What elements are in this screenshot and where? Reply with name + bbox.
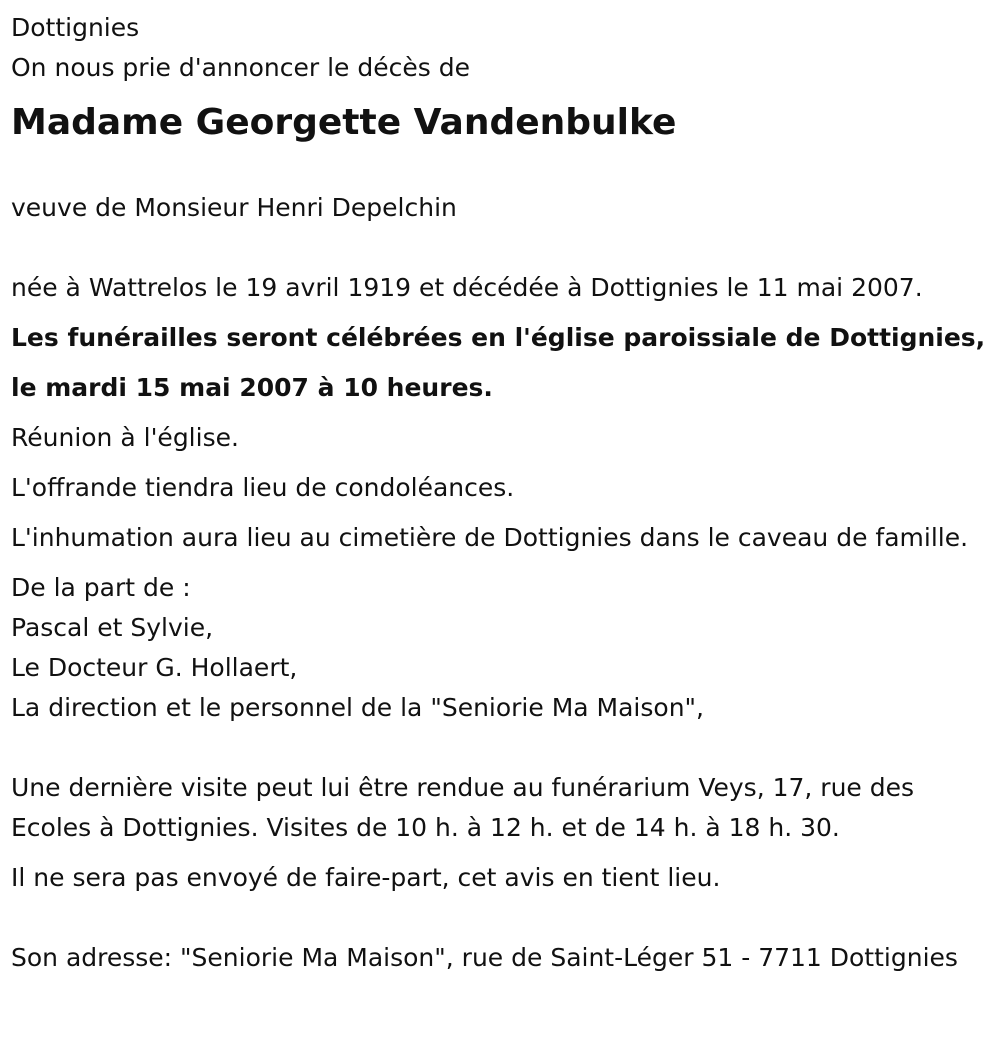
family-member: La direction et le personnel de la "Seniorie Ma Maison", xyxy=(11,693,704,722)
place-label: Dottignies xyxy=(11,13,140,42)
no-card-text: Il ne sera pas envoyé de faire-part, cet avis en tient lieu. xyxy=(11,863,721,892)
spouse-line: veuve de Monsieur Henri Depelchin xyxy=(11,193,457,222)
deceased-name: Madame Georgette Vandenbulke xyxy=(11,102,677,143)
from-label: De la part de : xyxy=(11,573,191,602)
spacer xyxy=(11,508,990,518)
spacer xyxy=(11,228,990,268)
funeral-line-1: Les funérailles seront célébrées en l'église paroissiale de Dottignies, xyxy=(11,323,986,352)
funeral-line-2: le mardi 15 mai 2007 à 10 heures. xyxy=(11,373,493,402)
spacer xyxy=(11,558,990,568)
spacer xyxy=(11,458,990,468)
spacer xyxy=(11,728,990,768)
spacer xyxy=(11,88,990,98)
spacer xyxy=(11,408,990,418)
address-text: Son adresse: "Seniorie Ma Maison", rue de Saint-Léger 51 - 7711 Dottignies xyxy=(11,943,958,972)
burial-text: L'inhumation aura lieu au cimetière de Dottignies dans le caveau de famille. xyxy=(11,523,969,552)
announcement-text: On nous prie d'annoncer le décès de xyxy=(11,53,470,82)
offering-text: L'offrande tiendra lieu de condoléances. xyxy=(11,473,515,502)
visit-info: Une dernière visite peut lui être rendue au funérarium Veys, 17, rue des Ecoles à Dottignies. Visites de 10 h. à 12 h. et de 14 h. à 18 h. 30. xyxy=(11,773,915,842)
birth-death-line: née à Wattrelos le 19 avril 1919 et décédée à Dottignies le 11 mai 2007. xyxy=(11,273,923,302)
family-member: Le Docteur G. Hollaert, xyxy=(11,653,298,682)
spacer xyxy=(11,148,990,188)
family-member: Pascal et Sylvie, xyxy=(11,613,214,642)
spacer xyxy=(11,358,990,368)
spacer xyxy=(11,308,990,318)
spacer xyxy=(11,898,990,938)
meeting-text: Réunion à l'église. xyxy=(11,423,239,452)
spacer xyxy=(11,848,990,858)
